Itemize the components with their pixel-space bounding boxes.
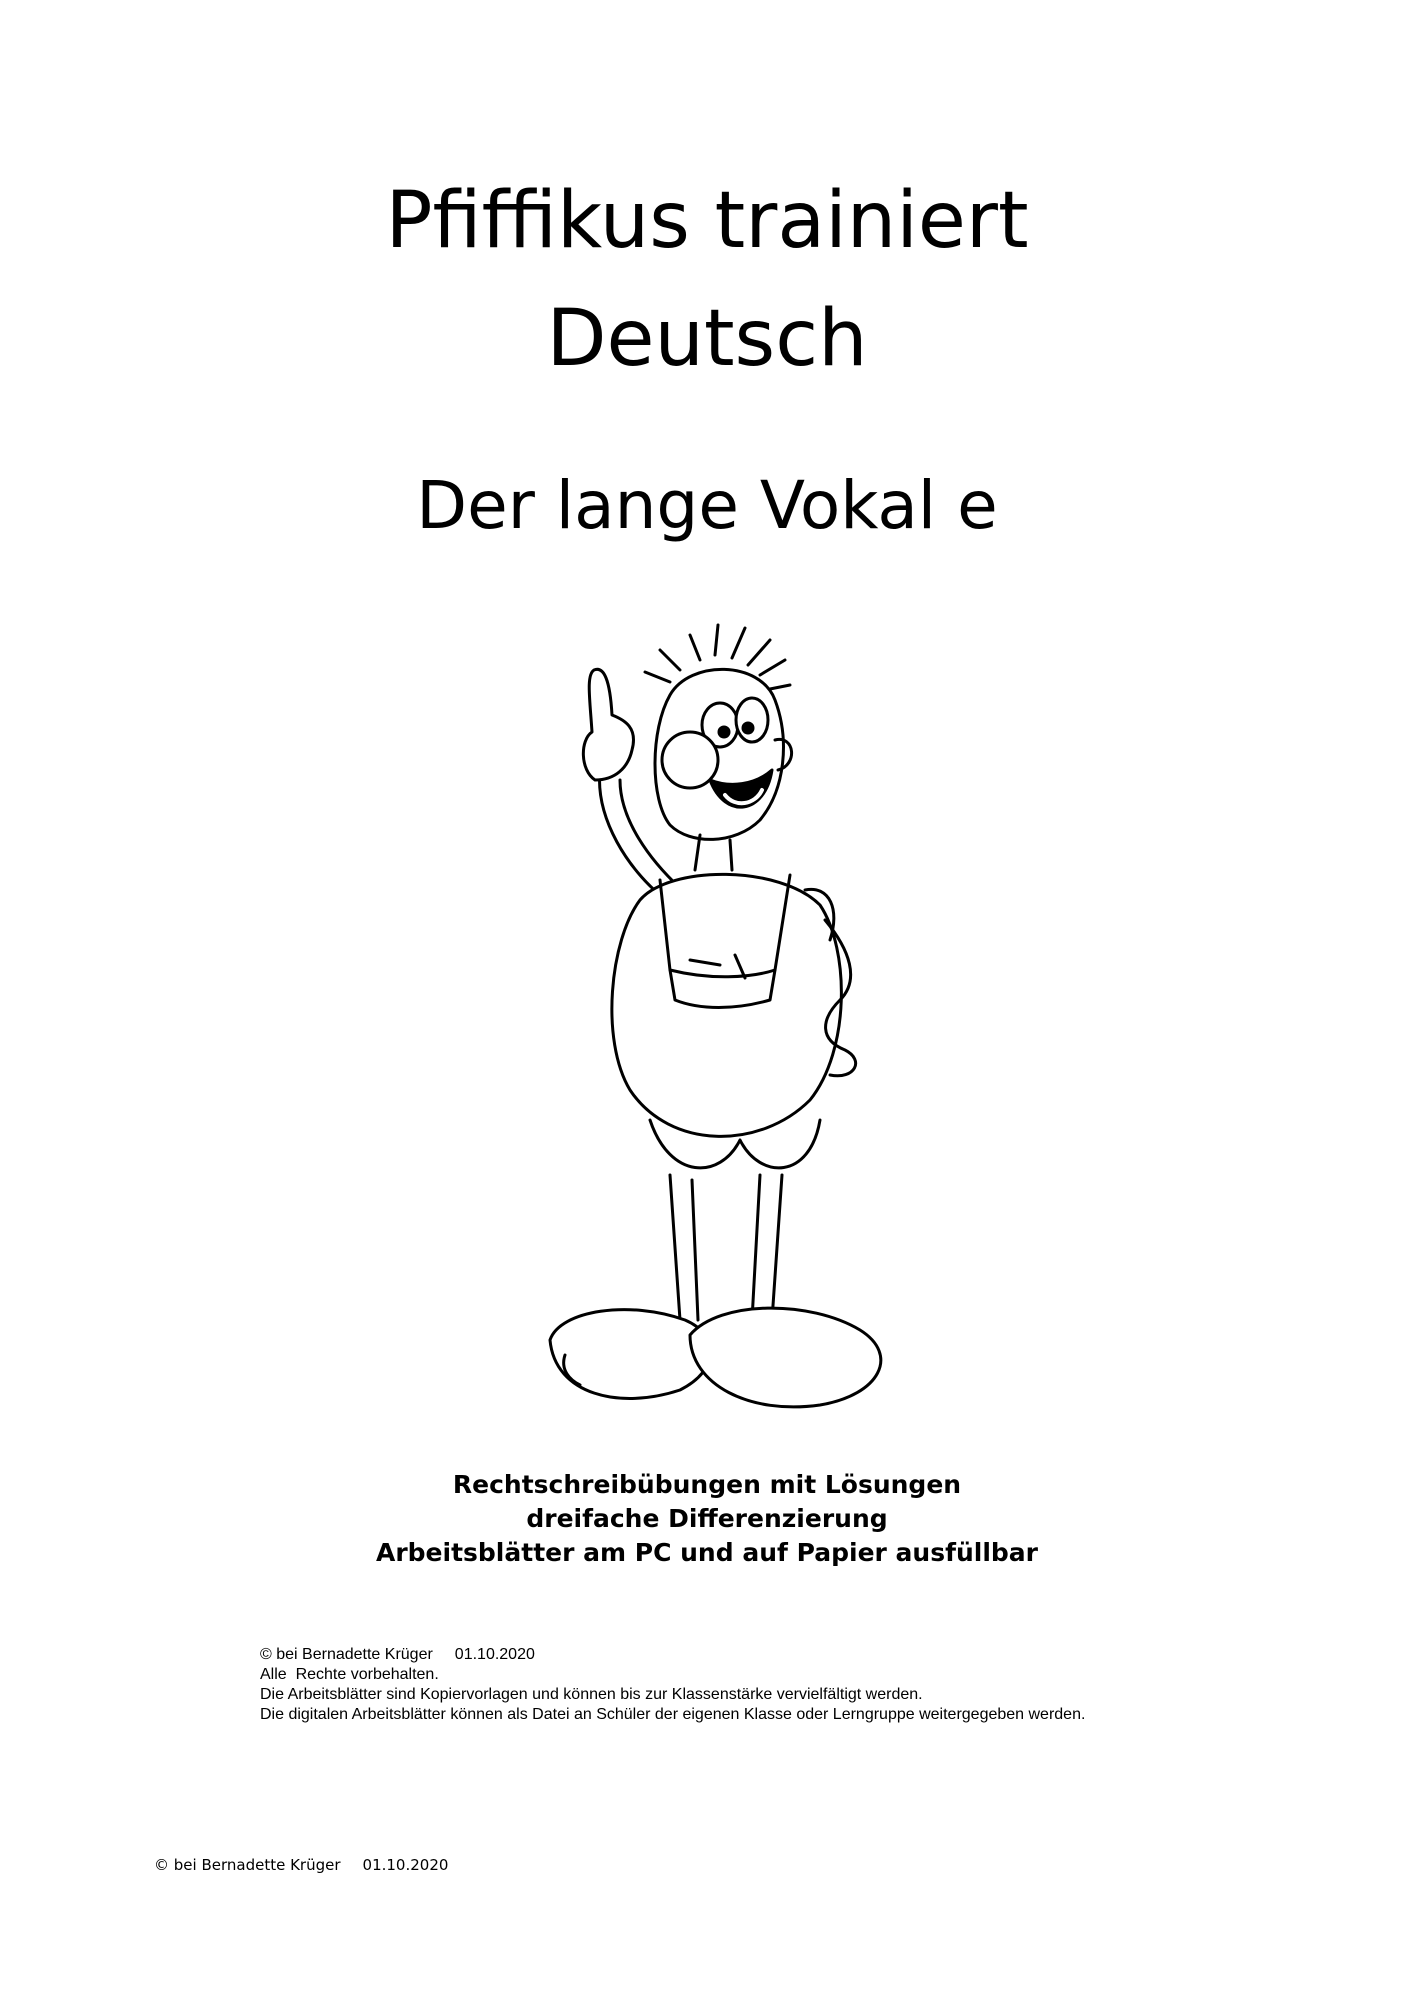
digital-permission-notice: Die digitalen Arbeitsblätter können als Datei an Schüler der eigenen Klasse oder Lerngruppe weitergegeben werden. (260, 1706, 1086, 1723)
subtitle: Der lange Vokal e (416, 467, 998, 544)
feature-item: dreifache Differenzierung (526, 1504, 888, 1533)
feature-item: Arbeitsblätter am PC und auf Papier ausfüllbar (375, 1538, 1039, 1567)
pfiffikus-cartoon-icon (520, 620, 930, 1420)
copy-permission-notice: Die Arbeitsblätter sind Kopiervorlagen und können bis zur Klassenstärke vervielfältigt werden. (260, 1686, 923, 1703)
title-line-1: Pfiffikus trainiert (385, 176, 1029, 266)
footer-date: 01.10.2020 (362, 1856, 449, 1874)
rights-notice: Alle Rechte vorbehalten. (260, 1666, 439, 1683)
feature-item: Rechtschreibübungen mit Lösungen (452, 1470, 962, 1499)
copyright-date: 01.10.2020 (454, 1646, 535, 1663)
copyright-line (260, 1645, 1260, 1665)
page-footer (154, 1856, 448, 1874)
features-list (0, 1468, 1414, 1570)
title-line-2: Deutsch (546, 294, 868, 384)
copyright-symbol: © (260, 1646, 272, 1663)
copyright-holder: bei Bernadette Krüger (276, 1646, 433, 1663)
footer-copyright-symbol: © (154, 1856, 169, 1874)
footer-holder: bei Bernadette Krüger (173, 1856, 341, 1874)
copyright-block (260, 1645, 1260, 1725)
